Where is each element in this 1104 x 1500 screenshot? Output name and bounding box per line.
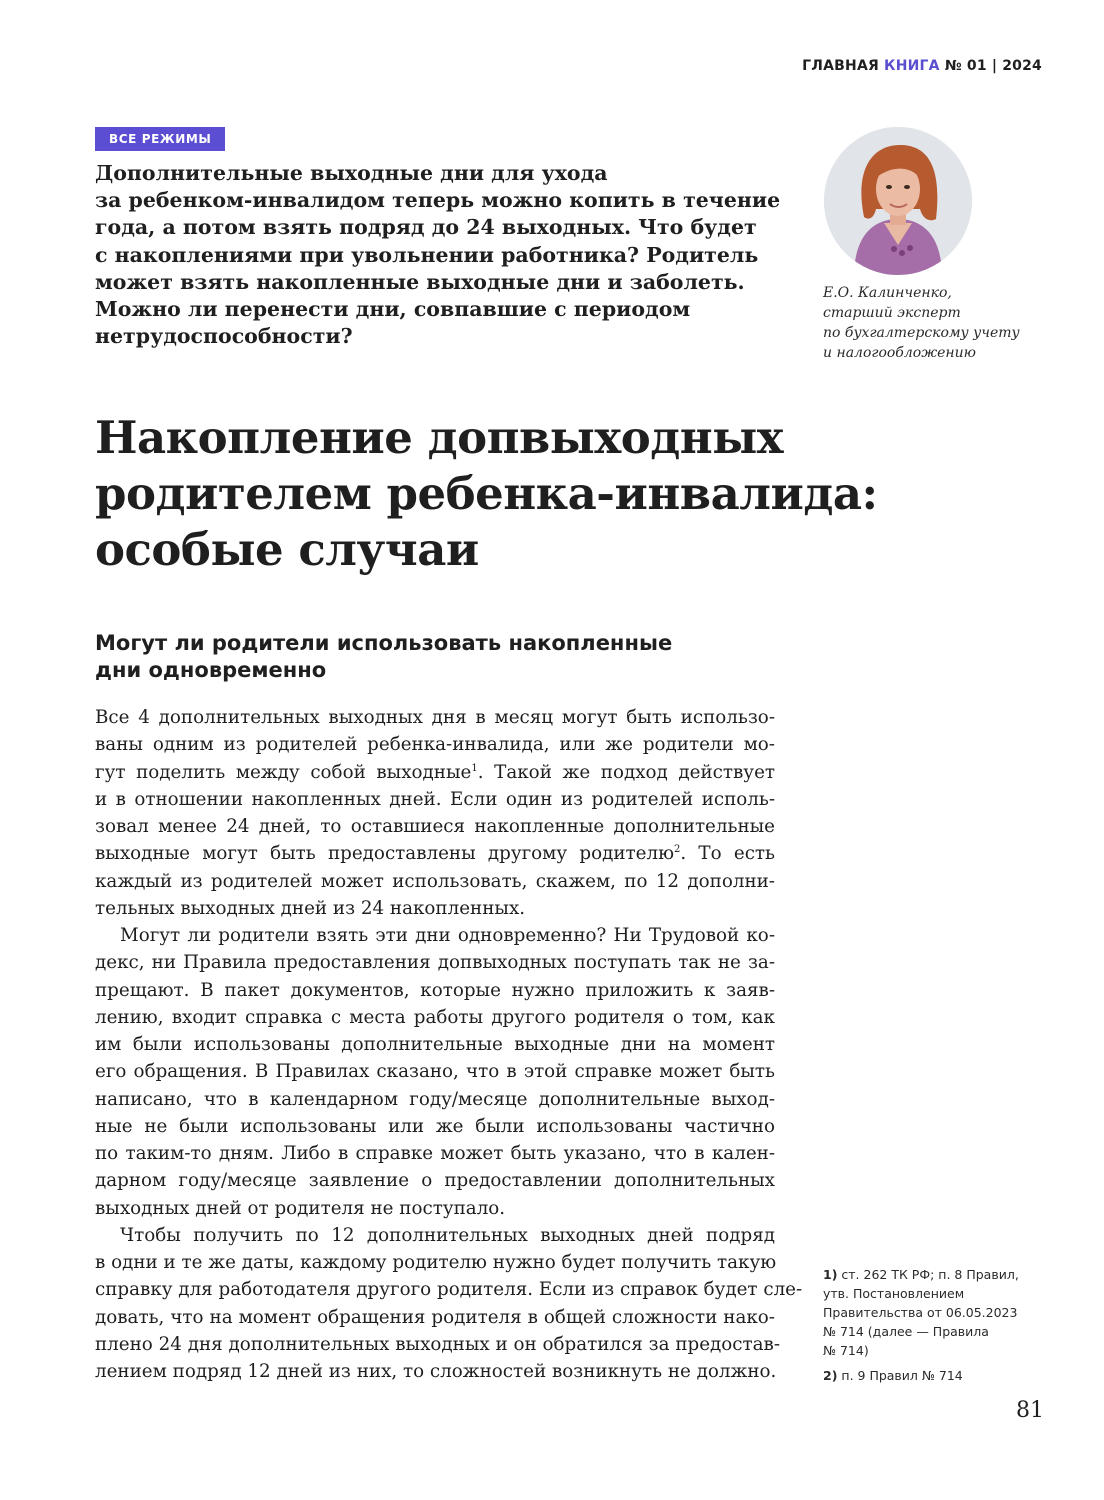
footnote-ref: 2 xyxy=(674,844,681,856)
text-line xyxy=(95,759,775,786)
text-line: зовал менее 24 дней, то оставшиеся накопленные дополнительные xyxy=(95,816,775,837)
lead-line: с накоплениями при увольнении работника? Родитель xyxy=(95,242,759,267)
article-body xyxy=(95,704,803,1385)
issue-number: № 01 | 2024 xyxy=(944,58,1042,74)
text-fragment: выходные могут быть предоставлены другому родителю xyxy=(95,843,675,865)
text-line: довать, что на момент обращения родителя в общей сложности нако- xyxy=(95,1306,775,1328)
text-line: плено 24 дня дополнительных выходных и он обратился за предостав- xyxy=(95,1333,781,1355)
footnote-ref: 1 xyxy=(471,762,478,774)
author-role: старший эксперт xyxy=(823,305,961,321)
text-fragment: гут поделить между собой выходные xyxy=(95,761,472,783)
author-name: Е.О. Калинченко, xyxy=(823,285,952,301)
paragraph xyxy=(95,922,775,1222)
title-line: Накопление допвыходных xyxy=(95,411,784,464)
text-fragment: . То есть xyxy=(680,843,775,865)
brand-name: ГЛАВНАЯ xyxy=(802,58,879,74)
footnote-line xyxy=(823,1265,1053,1284)
subhead-line: дни одновременно xyxy=(95,658,327,682)
lead-line: нетрудоспособности? xyxy=(95,324,353,349)
title-line: родителем ребенка-инвалида: xyxy=(95,467,878,520)
footnote-line: № 714) xyxy=(823,1343,869,1358)
brand-name-accent: КНИГА xyxy=(884,58,940,74)
text-line: каждый из родителей может использовать, скажем, по 12 дополни- xyxy=(95,870,775,892)
section-heading xyxy=(95,630,795,684)
author-role: и налогообложению xyxy=(823,345,976,361)
footnote-line: Правительства от 06.05.2023 xyxy=(823,1305,1018,1320)
footnotes xyxy=(823,1265,1053,1391)
text-line: декс, ни Правила предоставления допвыходных поступать так не за- xyxy=(95,952,775,974)
article-title xyxy=(95,410,995,578)
footnote-line xyxy=(823,1366,1053,1385)
lead-line: Можно ли перенести дни, совпавшие с периодом xyxy=(95,297,691,322)
footnote-text: п. 9 Правил № 714 xyxy=(837,1368,963,1383)
author-caption xyxy=(823,283,1053,363)
text-line: справку для работодателя другого родителя. Если из справок будет сле- xyxy=(95,1279,803,1301)
text-line: им были использованы дополнительные выходные дни на момент xyxy=(95,1034,775,1055)
text-line: Чтобы получить по 12 дополнительных выходных дней подряд xyxy=(120,1224,775,1246)
lead-line: за ребенком-инвалидом теперь можно копить в течение xyxy=(95,188,781,213)
text-line: ные не были использованы или же были использованы частично xyxy=(95,1115,775,1137)
text-fragment: . Такой же подход действует xyxy=(477,761,775,783)
text-line: дарном году/месяце заявление о предоставлении дополнительных xyxy=(95,1170,775,1192)
text-line: по таким-то дням. Либо в справке может быть указано, что в кален- xyxy=(95,1143,775,1164)
category-badge: ВСЕ РЕЖИМЫ xyxy=(95,127,225,151)
footnote-1 xyxy=(823,1265,1053,1360)
text-line: лением подряд 12 дней из них, то сложностей возникнуть не должно. xyxy=(95,1361,777,1382)
text-line: ваны одним из родителей ребенка-инвалида, или же родители мо- xyxy=(95,734,775,756)
footnote-text: ст. 262 ТК РФ; п. 8 Правил, xyxy=(837,1267,1019,1282)
paragraph xyxy=(95,1222,803,1386)
footnote-number: 2) xyxy=(823,1368,838,1383)
text-line: тельных выходных дней из 24 накопленных. xyxy=(95,897,526,919)
footnote-line: утв. Постановлением xyxy=(823,1286,965,1301)
page-number: 81 xyxy=(1016,1398,1044,1423)
subhead-line: Могут ли родители использовать накопленные xyxy=(95,631,673,655)
footnote-2 xyxy=(823,1366,1053,1385)
paragraph xyxy=(95,704,775,922)
author-role: по бухгалтерскому учету xyxy=(823,325,1020,341)
text-line: его обращения. В Правилах сказано, что в этой справке может быть xyxy=(95,1061,775,1083)
text-line: Все 4 дополнительных выходных дня в месяц могут быть использо- xyxy=(95,707,775,728)
text-line: Могут ли родители взять эти дни одновременно? Ни Трудовой ко- xyxy=(120,925,775,946)
text-line: лению, входит справка с места работы другого родителя о том, как xyxy=(95,1006,775,1028)
lead-line: может взять накопленные выходные дни и заболеть. xyxy=(95,269,745,294)
text-line: написано, что в календарном году/месяце дополнительные выход- xyxy=(95,1088,775,1110)
lead-line: года, а потом взять подряд до 24 выходных. Что будет xyxy=(95,215,757,240)
author-portrait-illustration xyxy=(824,127,972,275)
text-line: в одни и те же даты, каждому родителю нужно будет получить такую xyxy=(95,1252,777,1273)
text-line: прещают. В пакет документов, которые нужно приложить к заяв- xyxy=(95,979,775,1001)
text-line: и в отношении накопленных дней. Если один из родителей исполь- xyxy=(95,788,775,810)
text-line xyxy=(95,840,775,867)
title-line: особые случаи xyxy=(95,523,479,576)
lead-line: Дополнительные выходные дни для ухода xyxy=(95,161,608,185)
footnote-line: № 714 (далее — Правила xyxy=(823,1324,989,1339)
footnote-number: 1) xyxy=(823,1267,838,1282)
text-line: выходных дней от родителя не поступало. xyxy=(95,1197,506,1219)
lead-paragraph xyxy=(95,160,785,350)
masthead xyxy=(802,58,1042,74)
author-photo xyxy=(824,127,972,275)
